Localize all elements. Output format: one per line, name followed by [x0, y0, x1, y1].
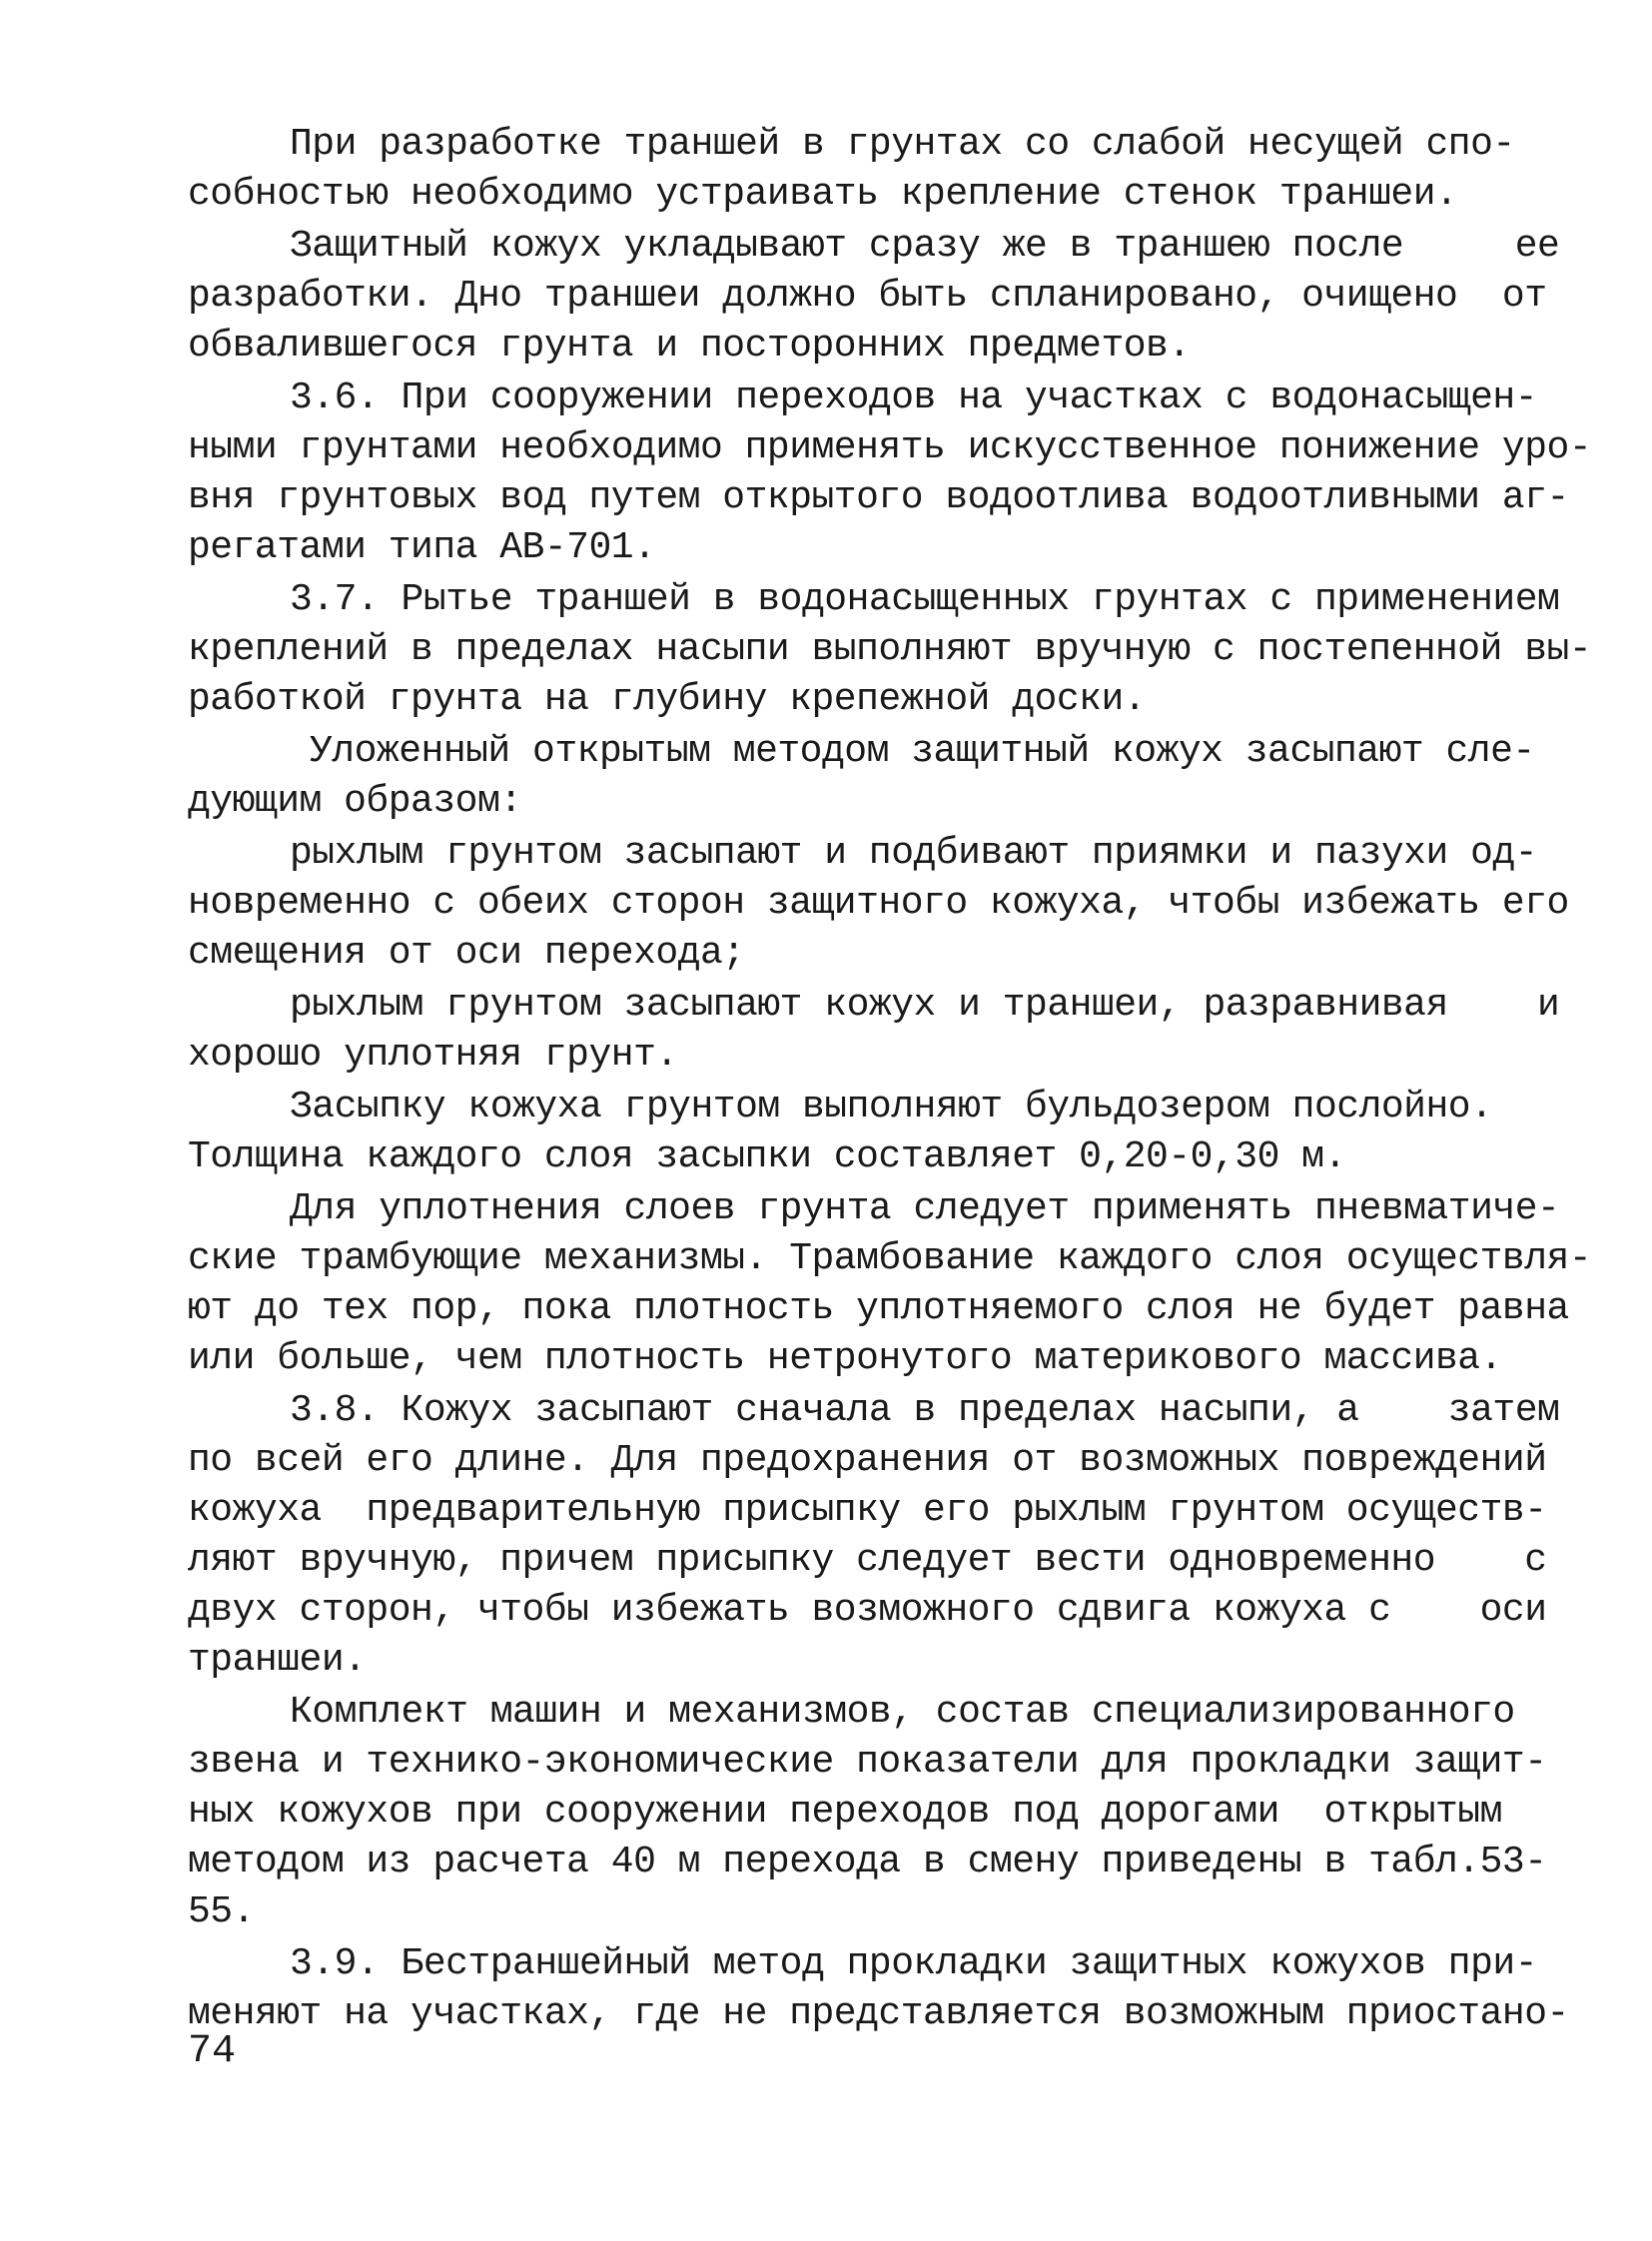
text-line: работкой грунта на глубину крепежной доски.: [188, 678, 1147, 721]
page-number: 74: [188, 2029, 237, 2074]
text-line: 3.6. При сооружении переходов на участках с водонасыщен-: [290, 376, 1538, 419]
text-line: регатами типа АВ-701.: [188, 526, 656, 569]
text-line: 55.: [188, 1890, 255, 1933]
text-line: рыхлым грунтом засыпают и подбивают приямки и пазухи од-: [290, 832, 1538, 875]
text-line: смещения от оси перехода;: [188, 932, 745, 975]
text-line: 3.7. Рытье траншей в водонасыщенных грунтах с применением: [290, 578, 1560, 621]
text-line: двух сторон, чтобы избежать возможного сдвига кожуха с оси: [188, 1589, 1547, 1632]
text-line: Толщина каждого слоя засыпки составляет 0,20-0,30 м.: [188, 1135, 1346, 1178]
text-line: ляют вручную, причем присыпку следует вести одновременно с: [188, 1539, 1547, 1582]
text-line: обвалившегося грунта и посторонних предметов.: [188, 325, 1191, 368]
text-line: рыхлым грунтом засыпают кожух и траншеи, разравнивая и: [290, 984, 1560, 1027]
text-line: новременно с обеих сторон защитного кожуха, чтобы избежать его: [188, 882, 1569, 925]
text-line: Для уплотнения слоев грунта следует применять пневматиче-: [290, 1187, 1560, 1230]
text-line: траншеи.: [188, 1639, 367, 1682]
text-line: Комплект машин и механизмов, состав специализированного: [290, 1691, 1515, 1734]
text-line: вня грунтовых вод путем открытого водоотлива водоотливными аг-: [188, 476, 1569, 519]
text-line: по всей его длине. Для предохранения от возможных повреждений: [188, 1439, 1547, 1482]
text-line: или больше, чем плотность нетронутого материкового массива.: [188, 1337, 1502, 1380]
text-line: При разработке траншей в грунтах со слабой несущей спо-: [290, 123, 1515, 166]
text-line: меняют на участках, где не представляется возможным приостано-: [188, 1992, 1569, 2035]
text-line: хорошо уплотняя грунт.: [188, 1034, 678, 1077]
text-line: кожуха предварительную присыпку его рыхлым грунтом осуществ-: [188, 1489, 1547, 1532]
text-line: звена и технико-экономические показатели для прокладки защит-: [188, 1741, 1547, 1784]
text-line: ными грунтами необходимо применять искусственное понижение уро-: [188, 426, 1592, 469]
text-line: ские трамбующие механизмы. Трамбование каждого слоя осуществля-: [188, 1237, 1592, 1280]
text-line: собностью необходимо устраивать крепление стенок траншеи.: [188, 173, 1458, 216]
text-line: Защитный кожух укладывают сразу же в траншею после ее: [290, 225, 1560, 268]
text-line: ных кожухов при сооружении переходов под дорогами открытым: [188, 1791, 1502, 1834]
text-line: дующим образом:: [188, 780, 522, 823]
text-line: методом из расчета 40 м перехода в смену приведены в табл.53-: [188, 1841, 1547, 1883]
text-line: Уложенный открытым методом защитный кожух засыпают сле-: [310, 730, 1535, 773]
text-line: Засыпку кожуха грунтом выполняют бульдозером послойно.: [290, 1086, 1493, 1128]
text-line: креплений в пределах насыпи выполняют вручную с постепенной вы-: [188, 628, 1592, 671]
text-line: ют до тех пор, пока плотность уплотняемого слоя не будет равна: [188, 1287, 1569, 1330]
text-line: разработки. Дно траншеи должно быть спланировано, очищено от: [188, 275, 1547, 318]
text-line: 3.9. Бестраншейный метод прокладки защитных кожухов при-: [290, 1942, 1538, 1985]
text-line: 3.8. Кожух засыпают сначала в пределах насыпи, а затем: [290, 1389, 1560, 1432]
